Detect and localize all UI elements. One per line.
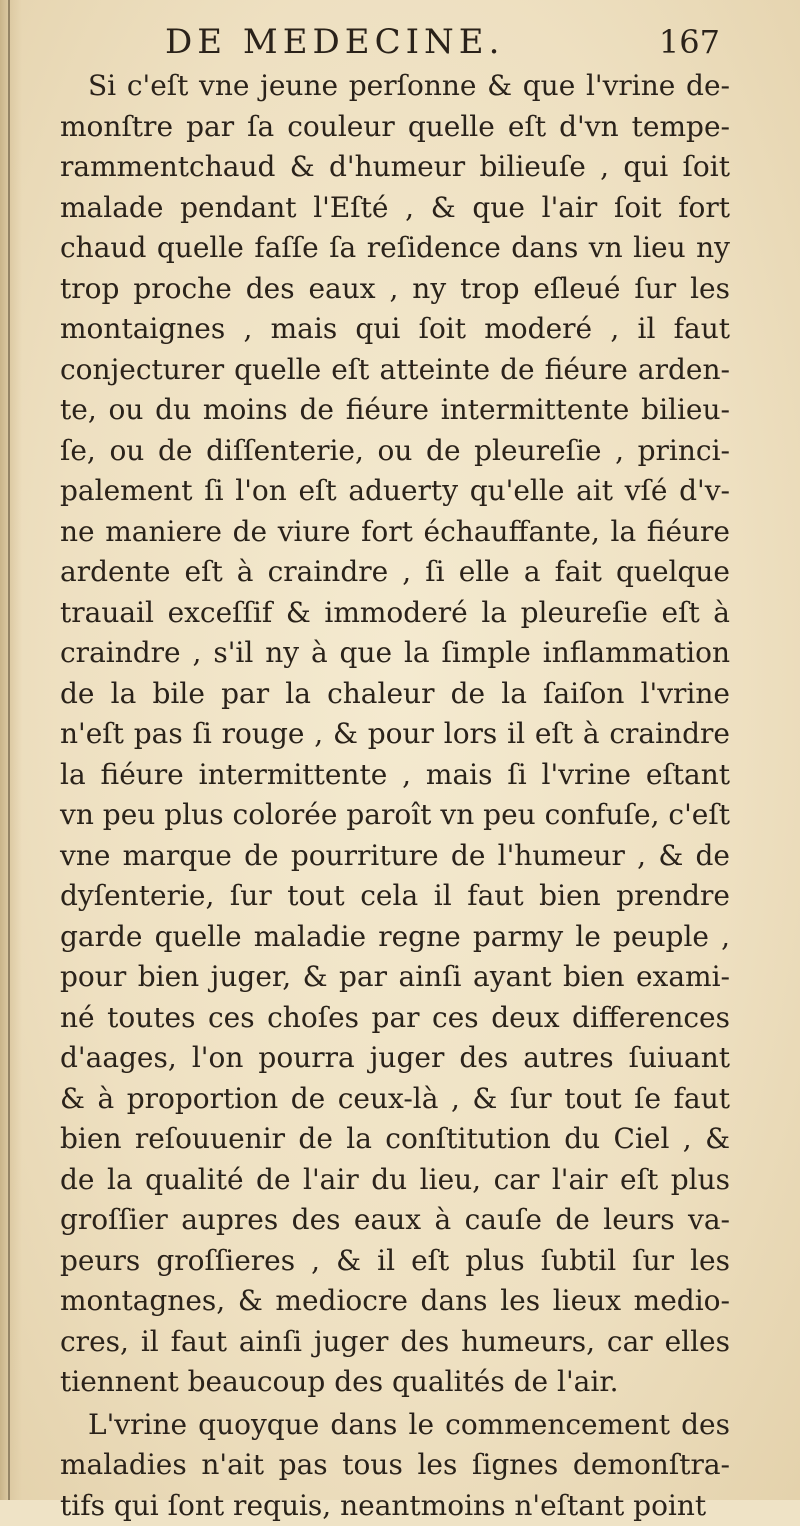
paragraph [60, 66, 730, 1403]
text-line: craindre , s'il ny à que la ſimple inflammation [60, 633, 730, 674]
text-line: trop proche des eaux , ny trop eſleué ſur les [60, 269, 730, 310]
text-line: pour bien juger, & par ainſi ayant bien exami- [60, 957, 730, 998]
text-line: de la qualité de l'air du lieu, car l'air eſt plus [60, 1160, 730, 1201]
text-line: garde quelle maladie regne parmy le peuple , [60, 917, 730, 958]
text-line: & à proportion de ceux-là , & ſur tout ſe faut [60, 1079, 730, 1120]
text-line: conjecturer quelle eſt atteinte de fiéure arden- [60, 350, 730, 391]
text-line: montaignes , mais qui ſoit moderé , il faut [60, 309, 730, 350]
text-line: trauail exceſſif & immoderé la pleureſie eſt à [60, 593, 730, 634]
text-line: montagnes, & mediocre dans les lieux medio- [60, 1281, 730, 1322]
page-number: 167 [659, 22, 720, 62]
text-line: la fiéure intermittente , mais ſi l'vrine eſtant [60, 755, 730, 796]
text-line: cres, il faut ainſi juger des humeurs, car elles [60, 1322, 730, 1363]
text-line: ne maniere de viure fort échauffante, la fiéure [60, 512, 730, 553]
text-line: groſſier aupres des eaux à cauſe de leurs va- [60, 1200, 730, 1241]
text-line: te, ou du moins de fiéure intermittente bilieu- [60, 390, 730, 431]
text-line: ardente eſt à craindre , ſi elle a fait quelque [60, 552, 730, 593]
text-line: dyſenterie, ſur tout cela il faut bien prendre [60, 876, 730, 917]
text-line: peurs groſſieres , & il eſt plus ſubtil ſur les [60, 1241, 730, 1282]
text-line: n'eſt pas ſi rouge , & pour lors il eſt à craindre [60, 714, 730, 755]
text-line: ſe, ou de diſſenterie, ou de pleureſie , princi- [60, 431, 730, 472]
text-line: palement ſi l'on eſt aduerty qu'elle ait vſé d'v- [60, 471, 730, 512]
body-text [60, 66, 730, 1526]
text-line: d'aages, l'on pourra juger des autres ſuiuant [60, 1038, 730, 1079]
text-line: maladies n'ait pas tous les ſignes demonſtra- [60, 1445, 730, 1486]
page-gutter [0, 0, 22, 1500]
page-header [60, 18, 720, 58]
text-line: tiennent beaucoup des qualités de l'air. [60, 1362, 730, 1403]
text-line: L'vrine quoyque dans le commencement des [60, 1405, 730, 1446]
text-line: vne marque de pourriture de l'humeur , & de [60, 836, 730, 877]
binding-edge [8, 0, 10, 1500]
text-line: vn peu plus colorée paroît vn peu confuſe, c'eſt [60, 795, 730, 836]
text-line: bien reſouuenir de la conſtitution du Ciel , & [60, 1119, 730, 1160]
text-line: Si c'eſt vne jeune perſonne & que l'vrine de- [60, 66, 730, 107]
text-line: de la bile par la chaleur de la ſaiſon l'vrine [60, 674, 730, 715]
text-line: tifs qui ſont requis, neantmoins n'eſtant point [60, 1486, 730, 1526]
paragraph [60, 1405, 730, 1526]
running-title: DE MEDECINE. [165, 22, 504, 62]
text-line: monſtre par ſa couleur quelle eſt d'vn tempe- [60, 107, 730, 148]
text-line: rammentchaud & d'humeur bilieuſe , qui ſoit [60, 147, 730, 188]
text-line: malade pendant l'Eſté , & que l'air ſoit fort [60, 188, 730, 229]
text-line: né toutes ces choſes par ces deux differences [60, 998, 730, 1039]
text-line: chaud quelle faſſe ſa reſidence dans vn lieu ny [60, 228, 730, 269]
